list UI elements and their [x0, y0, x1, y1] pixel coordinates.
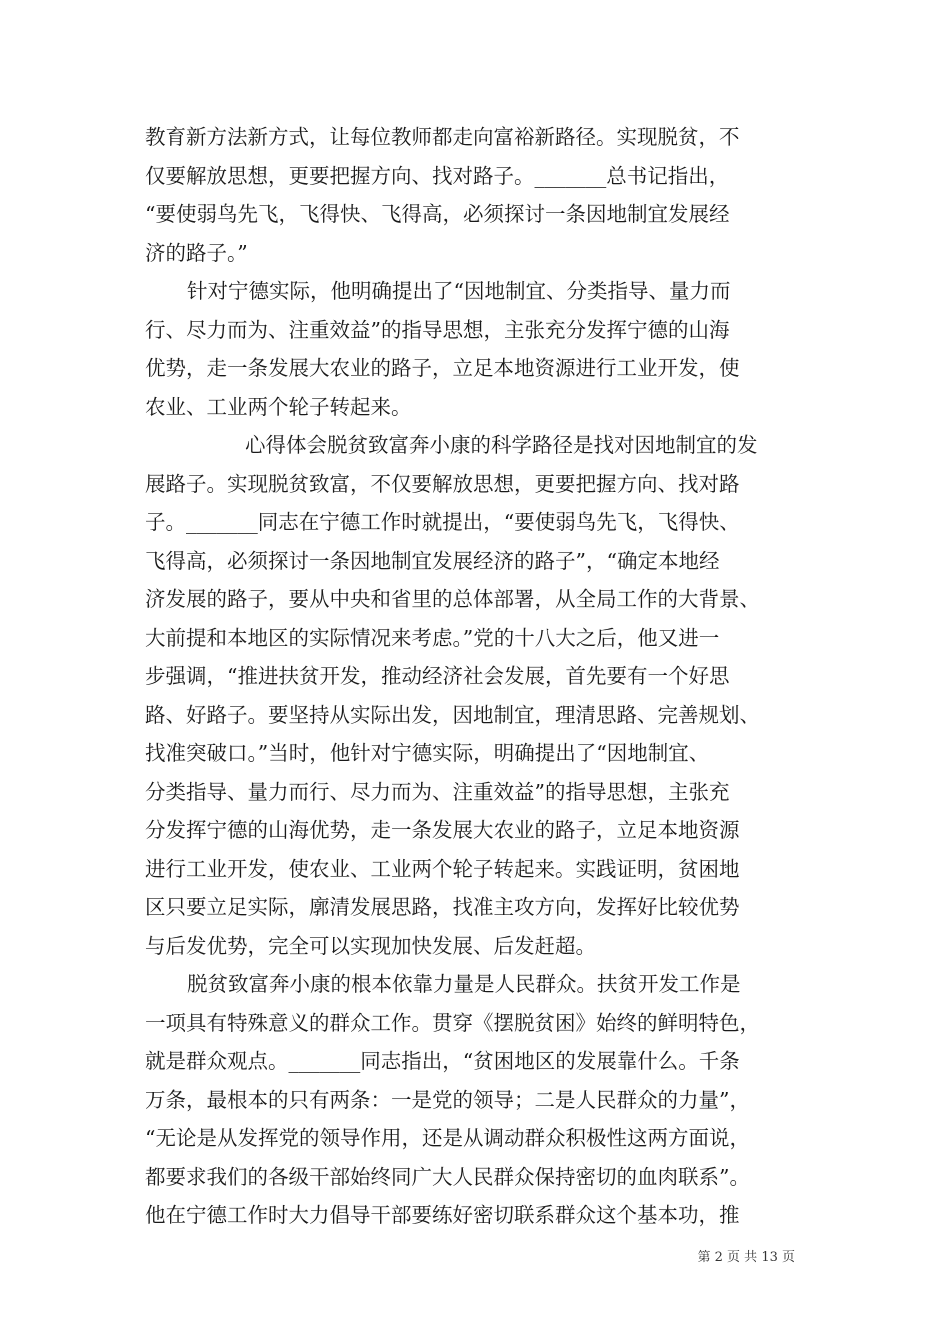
text-line: 区只要立足实际，廓清发展思路，找准主攻方向，发挥好比较优势: [145, 895, 740, 919]
text-line: 针对宁德实际，他明确提出了“因地制宜、分类指导、量力而: [187, 279, 731, 303]
text-line: 济的路子。”: [145, 240, 248, 265]
text-line: 找准突破口。”当时，他针对宁德实际，明确提出了“因地制宜、: [145, 741, 710, 765]
text-line: 与后发优势，完全可以实现加快发展、后发赶超。: [145, 933, 596, 958]
text-line: 仅要解放思想，更要把握方向、找对路子。_______总书记指出，: [145, 163, 730, 188]
text-line: 分发挥宁德的山海优势，走一条发展大农业的路子，立足本地资源: [145, 818, 740, 842]
text-line: 进行工业开发，使农业、工业两个轮子转起来。实践证明，贫困地: [145, 856, 740, 881]
text-line: 万条，最根本的只有两条：一是党的领导；二是人民群众的力量”，: [145, 1087, 750, 1112]
text-line: 都要求我们的各级干部始终同广大人民群众保持密切的血肉联系”。: [145, 1164, 750, 1189]
paragraph-1: [145, 118, 810, 272]
text-line: 子。_______同志在宁德工作时就提出，“要使弱鸟先飞，飞得快、: [145, 510, 740, 534]
text-line: 就是群众观点。_______同志指出，“贫困地区的发展靠什么。千条: [145, 1049, 740, 1073]
paragraph-4: [145, 965, 810, 1235]
text-line: 路、好路子。要坚持从实际出发，因地制宜，理清思路、完善规划、: [145, 702, 760, 727]
paragraph-2: [145, 272, 810, 426]
text-line: 优势，走一条发展大农业的路子，立足本地资源进行工业开发，使: [145, 356, 740, 380]
text-line: 一项具有特殊意义的群众工作。贯穿《摆脱贫困》始终的鲜明特色，: [145, 1010, 760, 1035]
text-line: 济发展的路子，要从中央和省里的总体部署，从全局工作的大背景、: [145, 587, 760, 611]
text-line: 飞得高，必须探讨一条因地制宜发展经济的路子”，“确定本地经: [145, 548, 720, 573]
text-line: 脱贫致富奔小康的根本依靠力量是人民群众。扶贫开发工作是: [187, 972, 741, 996]
text-line: 步强调，“推进扶贫开发，推动经济社会发展，首先要有一个好思: [145, 664, 730, 688]
text-line: “要使弱鸟先飞，飞得快、飞得高，必须探讨一条因地制宜发展经: [145, 202, 730, 226]
text-line: 心得体会脱贫致富奔小康的科学路径是找对因地制宜的发: [245, 433, 758, 457]
text-line: 行、尽力而为、注重效益”的指导思想，主张充分发挥宁德的山海: [145, 317, 730, 342]
text-line: 展路子。实现脱贫致富，不仅要解放思想，更要把握方向、找对路: [145, 471, 740, 496]
document-body: [145, 118, 810, 1235]
text-line: 大前提和本地区的实际情况来考虑。”党的十八大之后，他又进一: [145, 625, 720, 650]
text-line: 他在宁德工作时大力倡导干部要练好密切联系群众这个基本功，推: [145, 1203, 740, 1227]
text-line: 教育新方法新方式，让每位教师都走向富裕新路径。实现脱贫，不: [145, 125, 740, 149]
text-line: “无论是从发挥党的领导作用，还是从调动群众积极性这两方面说，: [145, 1126, 750, 1150]
paragraph-3: [145, 426, 810, 965]
text-line: 分类指导、量力而行、尽力而为、注重效益”的指导思想，主张充: [145, 779, 730, 804]
text-line: 农业、工业两个轮子转起来。: [145, 394, 412, 419]
page-number: 第 2 页 共 13 页: [697, 1250, 795, 1265]
